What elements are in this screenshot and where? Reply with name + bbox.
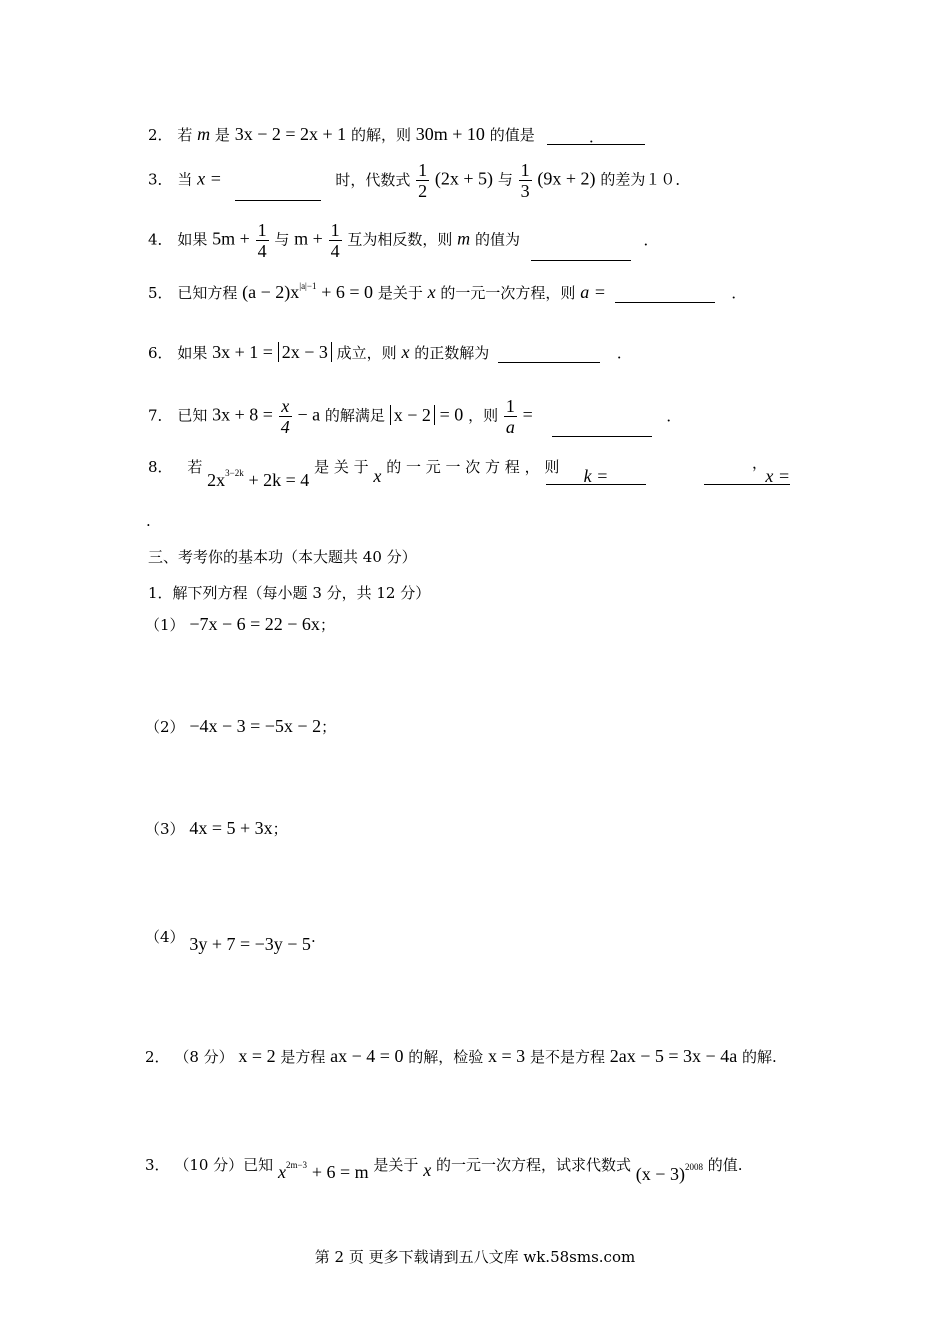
q8-x-blank[interactable]: x =: [704, 466, 790, 485]
question-5: 5． 已知方程 $(a - 2)x^{|a|-1} + 6 = 0$ 是关于 x 的一元一次方程，则 a = ．: [148, 281, 747, 302]
fraction: $\frac{1}{4}$: [257, 220, 267, 261]
question-4: 4． 如果 5m + $\frac{1}{4}$ 与 m + $\frac{1}{4}$ 互为相反数，则 m 的值为 ．: [148, 220, 659, 261]
problem-3: 3． （10 分）已知 x2m−3 + 6 = m 是关于 x 的一元一次方程，试求代数式 (x − 3)2008 的值.: [145, 1156, 743, 1184]
q2-number: 2．: [148, 126, 173, 144]
problem-1-item: （1） −7x − 6 = 22 − 6x；: [145, 614, 335, 634]
question-3: 3． 当 x = 时，代数式 $\frac{1}{2}$ (2x + 5) 与 $\frac{1}{3}$ (9x + 2) 的差为１０．: [148, 160, 691, 201]
q2-equation: 3x − 2 = 2x + 1: [234, 124, 347, 144]
question-2: 2． 若 m 是 3x − 2 = 2x + 1 的解，则 30m + 10 的值是 ．: [148, 124, 645, 145]
problem-2: 2． （8 分） x = 2 是方程 ax − 4 = 0 的解，检验 x = 3 是不是方程 2ax − 5 = 3x − 4a 的解.: [145, 1046, 777, 1066]
question-8: 8． 若 $2x_{3-2k} + 2k = 4$ 是 关 于 x 的 一 元 一 次 方 程 ， 则: [148, 458, 560, 490]
absolute-value: 2x − 3: [278, 342, 332, 362]
answer-blank[interactable]: ．: [547, 126, 645, 145]
problem-1-item: （4） 3y + 7 = −3y − 5.: [145, 928, 316, 954]
page-footer: 第 2 页 更多下载请到五八文库 wk.58sms.com: [314, 1248, 636, 1266]
fraction: $\frac{1}{2}$: [418, 160, 428, 201]
answer-blank[interactable]: [498, 344, 600, 363]
fraction: $\frac{1}{3}$: [520, 160, 530, 201]
problem-1-item: （2） −4x − 3 = −5x − 2；: [145, 716, 337, 736]
answer-blank[interactable]: [615, 284, 715, 303]
q8-k-blank[interactable]: k =: [546, 466, 646, 485]
absolute-value: x − 2: [390, 405, 435, 425]
answer-blank[interactable]: [235, 182, 321, 201]
fraction: $\frac{x}{4}$: [280, 396, 290, 437]
question-6: 6． 如果 3x + 1 = 2x − 3 成立，则 x 的正数解为 ．: [148, 342, 632, 362]
problem-1-item: （3） 4x = 5 + 3x；: [145, 818, 288, 838]
section-title: 三、考考你的基本功（本大题共 40 分）: [148, 548, 417, 566]
problem-1-title: 1．解下列方程（每小题 3 分，共 12 分）: [148, 584, 431, 602]
fraction: $\frac{1}{a}$: [505, 396, 515, 437]
answer-blank[interactable]: [552, 418, 652, 437]
question-7: 7． 已知 3x + 8 = $\frac{x}{4}$ − a 的解满足 x − 2 = 0 ，则 $\frac{1}{a}$ = ．: [148, 396, 682, 437]
fraction: $\frac{1}{4}$: [330, 220, 340, 261]
answer-blank[interactable]: [531, 242, 631, 261]
